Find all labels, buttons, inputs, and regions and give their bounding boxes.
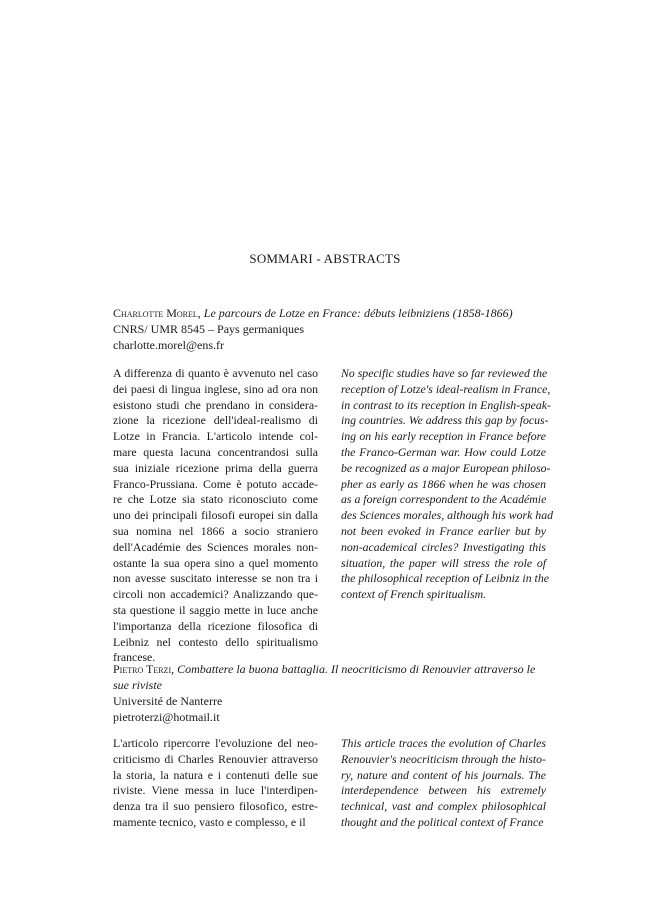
text-line: interdependence between his extremely <box>341 783 546 798</box>
author-name: Charlotte Morel <box>113 306 198 320</box>
text-line: mamente tecnico, vasto e complesso, e il <box>113 814 306 829</box>
text-line: denza tra il suo pensiero filosofico, estre- <box>113 799 318 814</box>
text-line: Leibniz nel contesto dello spiritualismo <box>113 634 318 649</box>
abstract-english-1 <box>341 366 553 603</box>
text-line: mare questa lacuna concentrandosi sulla <box>113 444 318 459</box>
text-line: re che Lotze sia stato riconosciuto come <box>113 492 318 507</box>
article-title: Combattere la buona battaglia. Il neocriticismo di Renouvier attraverso le sue riviste <box>113 662 536 692</box>
author-affiliation: Université de Nanterre <box>113 694 223 708</box>
author-email: charlotte.morel@ens.fr <box>113 338 225 352</box>
text-line: l'importanza della ricezione filosofica di <box>113 618 318 633</box>
text-line: non avesse suscitato interesse se non tra i <box>113 571 318 586</box>
text-line: zione la ricezione dell'ideal-realismo di <box>113 413 318 428</box>
text-line: sua nomina nel 1866 a socio straniero <box>113 523 318 538</box>
article-title: Le parcours de Lotze en France: débuts leibniziens (1858-1866) <box>203 306 513 320</box>
text-line: the Franco-German war. How could Lotze <box>341 444 546 459</box>
text-line: technical, vast and complex philosophical <box>341 799 546 814</box>
entry-header-1 <box>113 305 543 353</box>
text-line: sta questione il saggio mette in luce anche <box>113 602 318 617</box>
text-line: the philosophical reception of Leibniz in the <box>341 571 549 586</box>
abstract-italian-1 <box>113 366 318 666</box>
text-line: uno dei principali filosofi europei sin dalla <box>113 508 318 523</box>
text-line: ry, nature and content of his journals. The <box>341 767 546 782</box>
author-name: Pietro Terzi <box>113 662 172 676</box>
text-line: ing on his early reception in France before <box>341 429 546 444</box>
author-affiliation: CNRS/ UMR 8545 – Pays germaniques <box>113 322 305 336</box>
text-line: in contrast to its reception in English-speak- <box>341 397 551 412</box>
section-heading: SOMMARI - ABSTRACTS <box>249 251 401 266</box>
text-line: pher as early as 1866 when he was chosen <box>341 476 546 491</box>
text-line: la storia, la natura e i contenuti delle sue <box>113 767 318 782</box>
text-line: A differenza di quanto è avvenuto nel caso <box>113 366 318 380</box>
text-line: ostante la sua opera sino a quel momento <box>113 555 318 570</box>
text-line: riviste. Viene messa in luce l'interdipen- <box>113 783 318 798</box>
entry-citation-2: Pietro Terzi, Combattere la buona battaglia. Il neocriticismo di Renouvier attraverso le sue riviste <box>113 662 536 692</box>
text-line: criticismo di Charles Renouvier attraverso <box>113 751 318 766</box>
text-line: ing countries. We address this gap by focus- <box>341 413 549 428</box>
text-line: Franco-Prussiana. Come è potuto accade- <box>113 476 318 491</box>
text-line: dell'Académie des Sciences morales non- <box>113 539 318 554</box>
text-line: thought and the political context of France <box>341 814 544 829</box>
text-line: dei paesi di lingua inglese, sino ad ora non <box>113 381 318 396</box>
text-line: This article traces the evolution of Charles <box>341 736 546 750</box>
text-line: sua iniziale ricezione prima della guerra <box>113 460 318 475</box>
text-line: des Sciences morales, although his work had <box>341 508 553 523</box>
entry-header-2 <box>113 661 543 725</box>
text-line: esistono studi che prendano in considera- <box>113 397 318 412</box>
text-line: context of French spiritualism. <box>341 587 487 602</box>
text-line: circoli non accademici? Analizzando que- <box>113 587 318 602</box>
abstract-italian-2 <box>113 736 318 831</box>
text-line: situation, the paper will stress the role of <box>341 555 546 570</box>
text-line: francese. <box>113 650 156 665</box>
text-line: as a foreign correspondent to the Académie <box>341 492 547 507</box>
entry-citation-1: Charlotte Morel, Le parcours de Lotze en France: débuts leibniziens (1858-1866) <box>113 306 513 320</box>
text-line: Lotze in Francia. L'articolo intende col- <box>113 429 318 444</box>
text-line: not been evoked in France earlier but by <box>341 523 546 538</box>
text-line: No specific studies have so far reviewed the <box>341 366 548 380</box>
text-line: non-academical circles? Investigating this <box>341 539 546 554</box>
text-line: be recognized as a major European philoso- <box>341 460 551 475</box>
abstract-english-2 <box>341 736 546 831</box>
text-line: L'articolo ripercorre l'evoluzione del neo- <box>113 736 318 750</box>
text-line: reception of Lotze's ideal-realism in France, <box>341 381 551 396</box>
text-line: Renouvier's neocriticism through the histo- <box>341 751 546 766</box>
author-email: pietroterzi@hotmail.it <box>113 710 220 724</box>
